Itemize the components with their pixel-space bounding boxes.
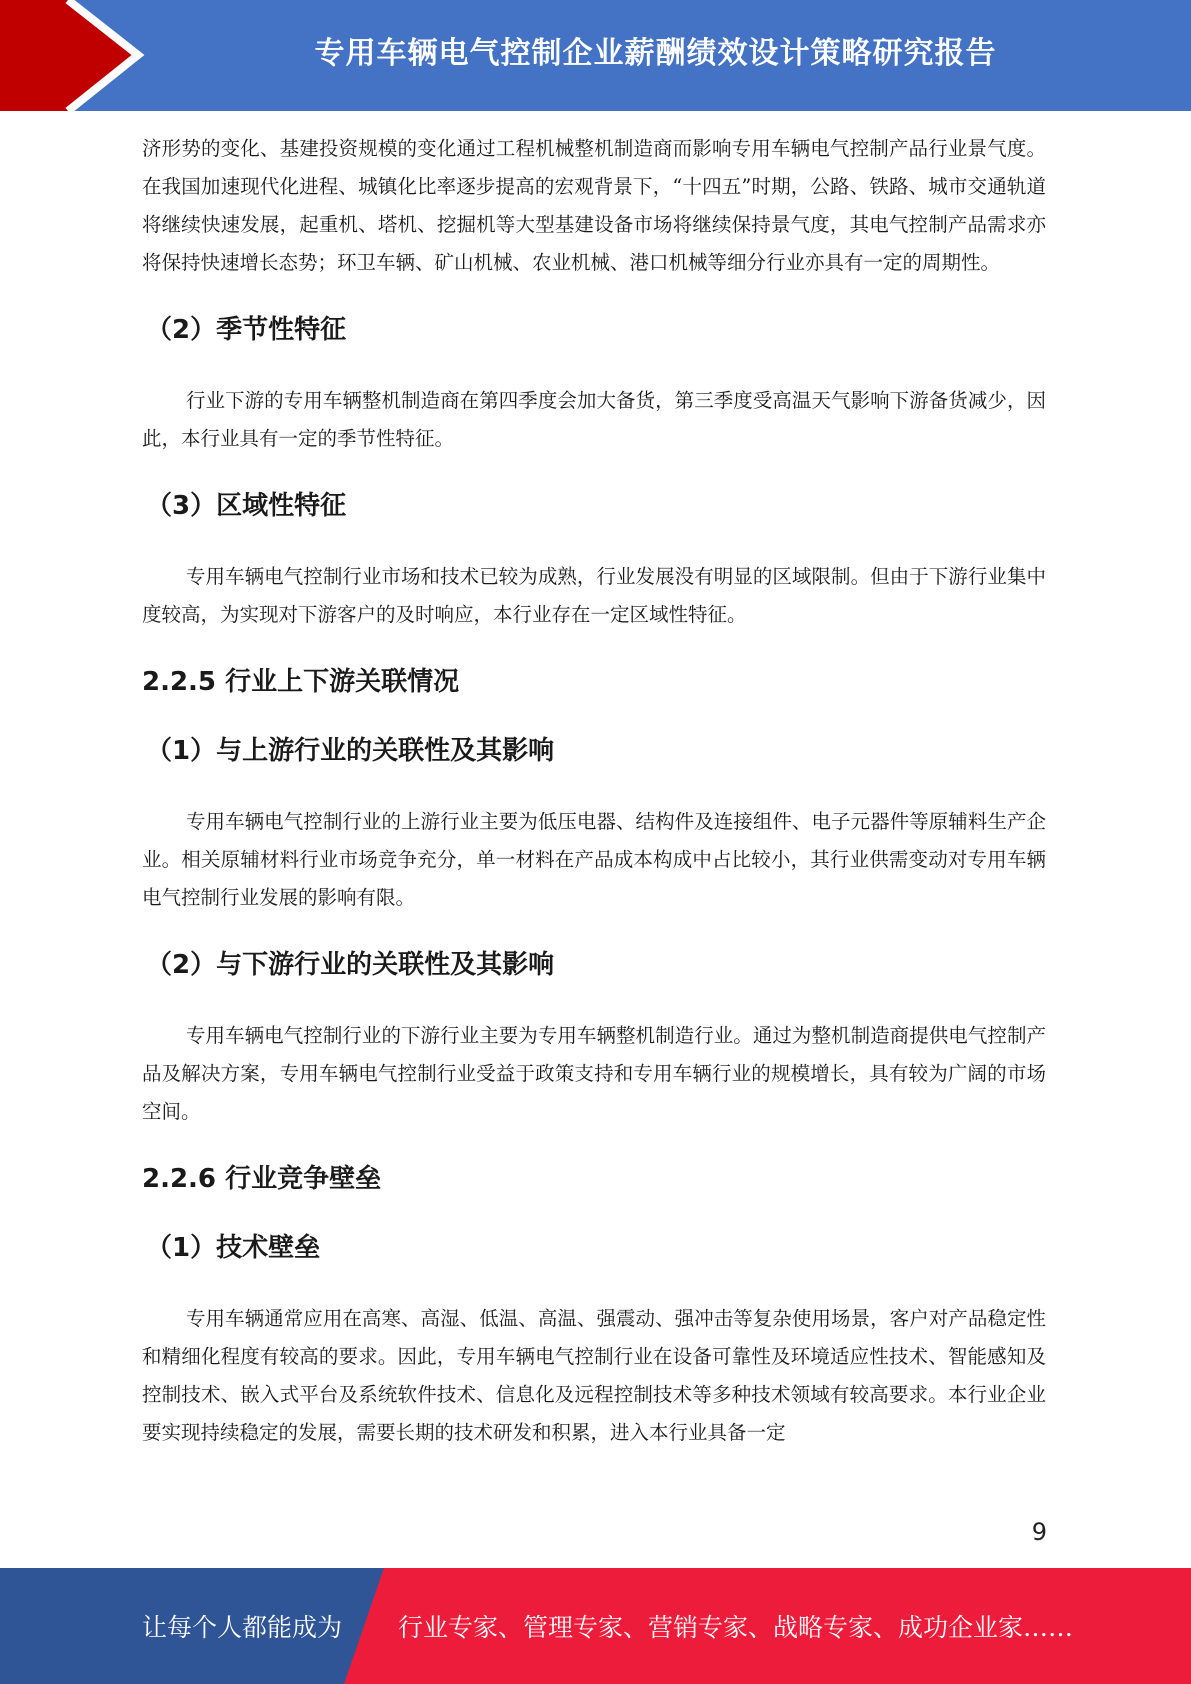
heading-upstream: （1）与上游行业的关联性及其影响 bbox=[146, 736, 555, 766]
page-footer bbox=[0, 1568, 1191, 1684]
paragraph-tech-barrier: 专用车辆通常应用在高寒、高湿、低温、高温、强震动、强冲击等复杂使用场景，客户对产品稳定性和精细化程度有较高的要求。因此，专用车辆电气控制行业在设备可靠性及环境适应性技术、智能感知及控制技术、嵌入式平台及系统软件技术、信息化及远程控制技术等多种技术领域有较高要求。本行业企业要实现持续稳定的发展，需要长期的技术研发和积累，进入本行业具备一定 bbox=[142, 1307, 1046, 1444]
heading-2-2-6: 2.2.6 行业竞争壁垒 bbox=[142, 1164, 382, 1194]
paragraph-seasonal: 行业下游的专用车辆整机制造商在第四季度会加大备货，第三季度受高温天气影响下游备货减少，因此，本行业具有一定的季节性特征。 bbox=[142, 389, 1046, 450]
paragraph-economic-cycle: 济形势的变化、基建投资规模的变化通过工程机械整机制造商而影响专用车辆电气控制产品行业景气度。在我国加速现代化进程、城镇化比率逐步提高的宏观背景下，“十四五”时期，公路、铁路、城市交通轨道将继续快速发展，起重机、塔机、挖掘机等大型基建设备市场将继续保持景气度，其电气控制产品需求亦将保持快速增长态势；环卫车辆、矿山机械、农业机械、港口机械等细分行业亦具有一定的周期性。 bbox=[142, 137, 1046, 274]
heading-downstream: （2）与下游行业的关联性及其影响 bbox=[146, 950, 555, 980]
heading-tech-barrier: （1）技术壁垒 bbox=[146, 1233, 321, 1263]
footer-slogan-left: 让每个人都能成为 bbox=[142, 1613, 343, 1642]
page-number: 9 bbox=[1031, 1518, 1047, 1546]
paragraph-upstream: 专用车辆电气控制行业的上游行业主要为低压电器、结构件及连接组件、电子元器件等原辅料生产企业。相关原辅材料行业市场竞争充分，单一材料在产品成本构成中占比较小，其行业供需变动对专用车辆电气控制行业发展的影响有限。 bbox=[142, 810, 1046, 909]
document-body bbox=[142, 130, 1046, 1452]
paragraph-regional: 专用车辆电气控制行业市场和技术已较为成熟，行业发展没有明显的区域限制。但由于下游行业集中度较高，为实现对下游客户的及时响应，本行业存在一定区域性特征。 bbox=[142, 565, 1046, 626]
header-title: 专用车辆电气控制企业薪酬绩效设计策略研究报告 bbox=[314, 36, 997, 71]
heading-2-2-5: 2.2.5 行业上下游关联情况 bbox=[142, 667, 460, 697]
page-header bbox=[0, 0, 1191, 111]
footer-slogan-right: 行业专家、管理专家、营销专家、战略专家、成功企业家…… bbox=[398, 1613, 1074, 1642]
heading-regional: （3）区域性特征 bbox=[146, 491, 347, 521]
heading-seasonal: （2）季节性特征 bbox=[146, 315, 347, 345]
paragraph-downstream: 专用车辆电气控制行业的下游行业主要为专用车辆整机制造行业。通过为整机制造商提供电气控制产品及解决方案，专用车辆电气控制行业受益于政策支持和专用车辆行业的规模增长，具有较为广阔的市场空间。 bbox=[142, 1024, 1046, 1123]
